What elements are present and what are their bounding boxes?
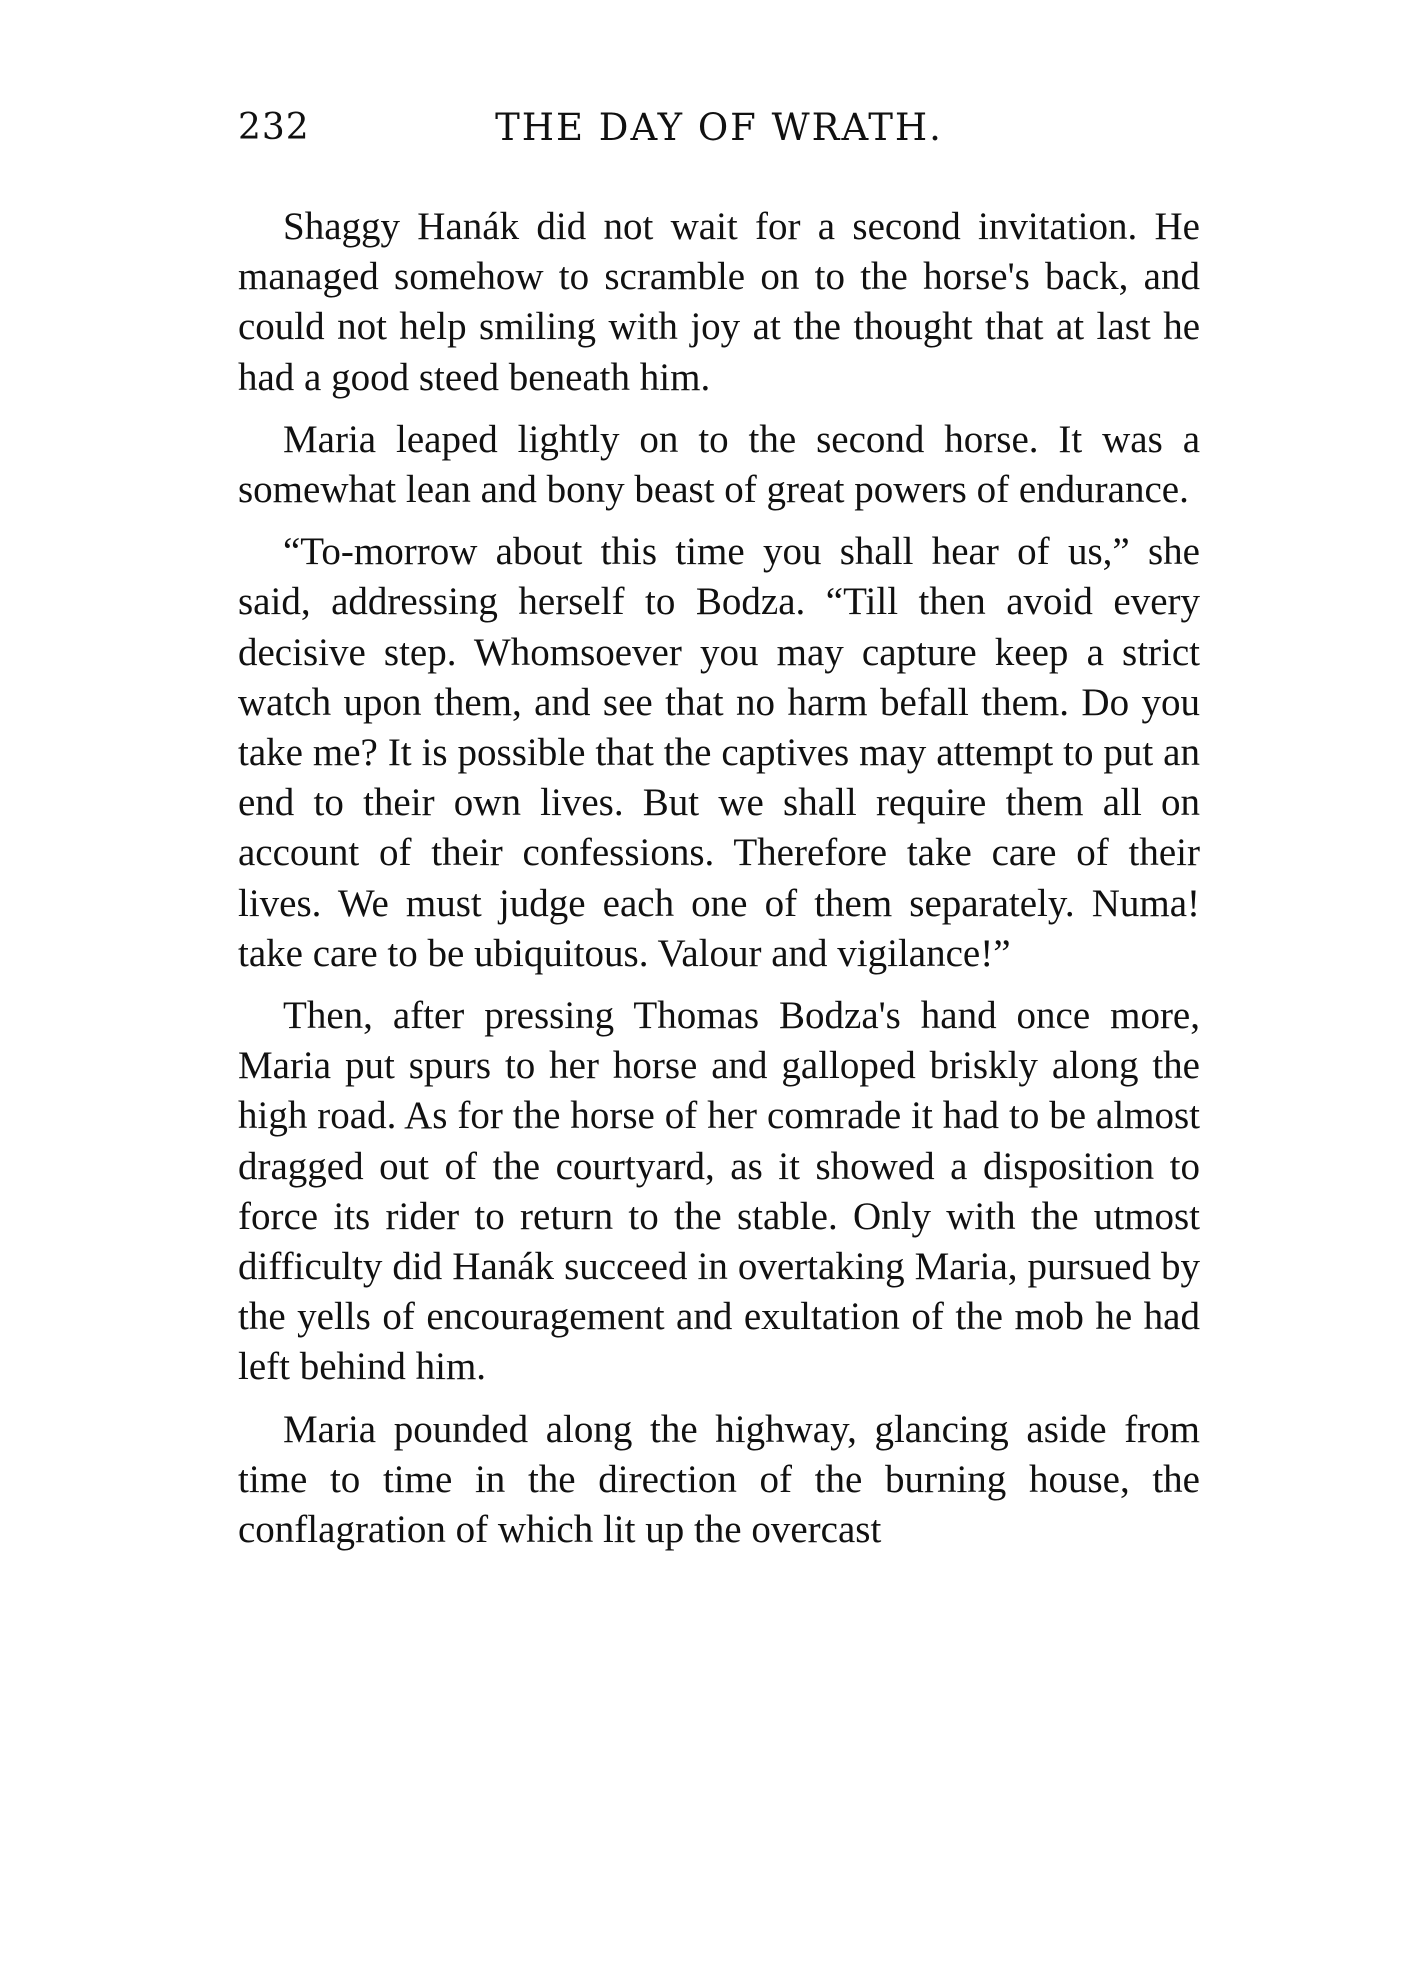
page-number: 232	[238, 107, 310, 148]
paragraph-1: Shaggy Hanák did not wait for a second invitation. He managed somehow to scramble on to the horse's back, and could not help smiling with joy at the thought that at last he had a good steed beneath him.	[238, 205, 1200, 399]
paragraph-4: Then, after pressing Thomas Bodza's hand once more, Maria put spurs to her horse and galloped briskly along the high road. As for the horse of her comrade it had to be almost dragged out of the courtyard, as it showed a disposition to force its rider to return to the stable. Only with the utmost difficulty did Hanák succeed in overtaking Maria, pursued by the yells of encouragement and exultation of the mob he had left behind him.	[238, 994, 1200, 1389]
paragraph-2: Maria leaped lightly on to the second horse. It was a somewhat lean and bony beast of great powers of endurance.	[238, 417, 1200, 512]
paragraph-3: “To-morrow about this time you shall hear of us,” she said, addressing herself to Bodza. “Till then avoid every decisive step. Whomsoever you may capture keep a strict watch upon them, and see that no harm befall them. Do you take me? It is possible that the captives may attempt to put an end to their own lives. But we shall require them all on account of their confessions. Therefore take care of their lives. We must judge each one of them separately. Numa! take care to be ubiquitous. Valour and vigilance!”	[238, 530, 1200, 975]
body-text	[238, 202, 1200, 1555]
paragraph-5: Maria pounded along the highway, glancing aside from time to time in the direction of the burning house, the conflagration of which lit up the overcast	[238, 1407, 1200, 1552]
book-page	[238, 100, 1200, 1555]
running-head	[238, 100, 1200, 156]
running-title: THE DAY OF WRATH.	[495, 106, 943, 149]
